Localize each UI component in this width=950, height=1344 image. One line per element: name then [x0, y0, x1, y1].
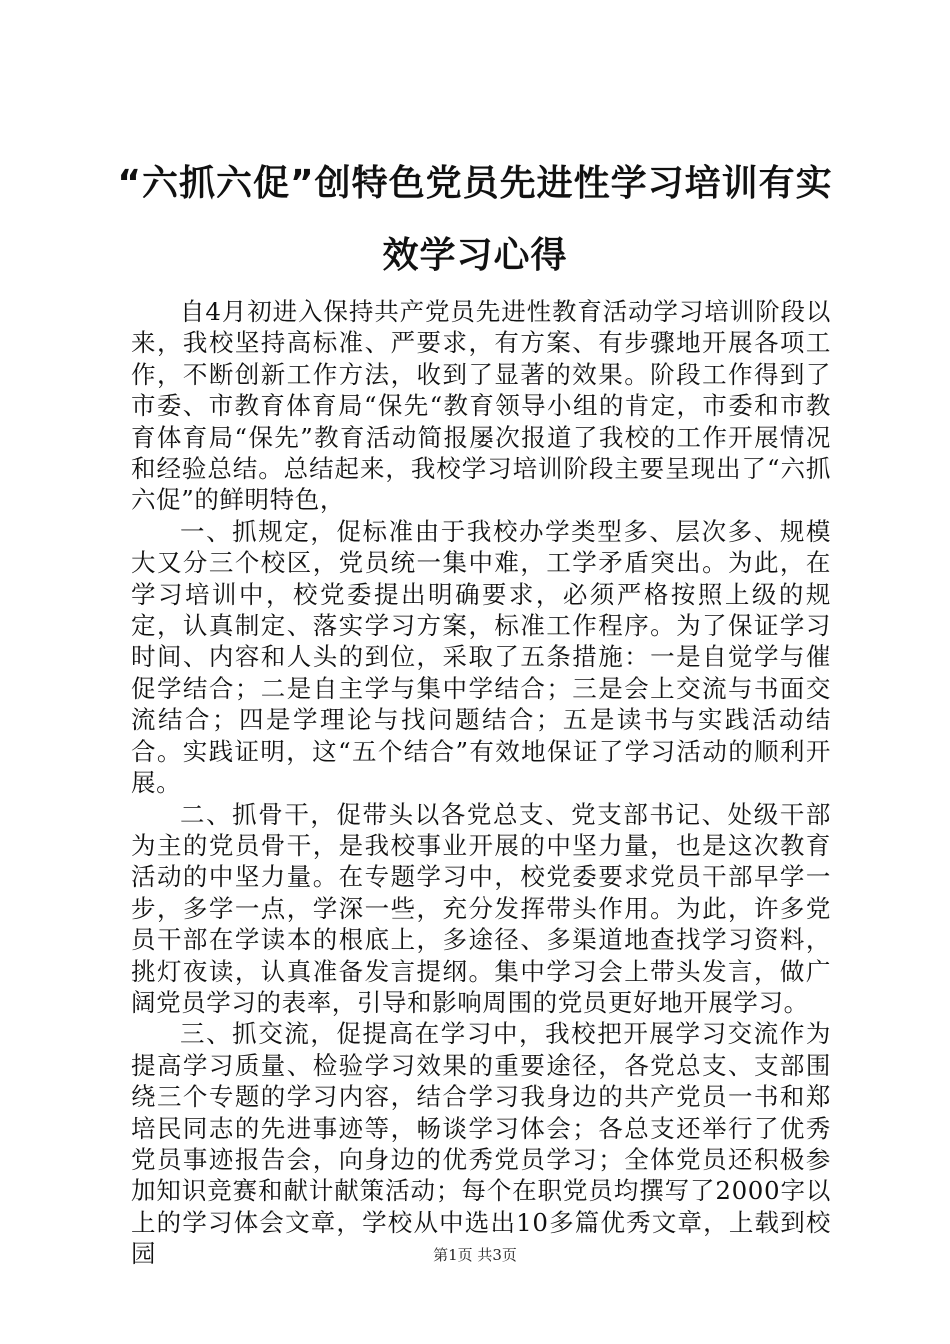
paragraph-section-3: 三、抓交流，促提高在学习中，我校把开展学习交流作为提高学习质量、检验学习效果的重要途径，各党总支、支部围绕三个专题的学习内容，结合学习我身边的共产党员一书和郑培民同志的先进事迹等，畅谈学习体会；各总支还举行了优秀党员事迹报告会，向身边的优秀党员学习；全体党员还积极参加知识竞赛和献计献策活动；每个在职党员均撰写了2000字以上的学习体会文章，学校从中选出10多篇优秀文章，上载到校园	[131, 1019, 831, 1269]
paragraph-intro: 自4月初进入保持共产党员先进性教育活动学习培训阶段以来，我校坚持高标准、严要求，有方案、有步骤地开展各项工作，不断创新工作方法，收到了显著的效果。阶段工作得到了市委、市教育体育局“保先“教育领导小组的肯定，市委和市教育体育局“保先”教育活动简报屡次报道了我校的工作开展情况和经验总结。总结起来，我校学习培训阶段主要呈现出了“六抓六促”的鲜明特色，	[131, 297, 831, 515]
document-title	[110, 148, 840, 292]
title-line-1: “六抓六促”创特色党员先进性学习培训有实	[117, 163, 833, 204]
paragraph-section-2: 二、抓骨干，促带头以各党总支、党支部书记、处级干部为主的党员骨干，是我校事业开展的中坚力量，也是这次教育活动的中坚力量。在专题学习中，校党委要求党员干部早学一步，多学一点，学深一些，充分发挥带头作用。为此，许多党员干部在学读本的根底上，多途径、多渠道地查找学习资料，挑灯夜读，认真准备发言提纲。集中学习会上带头发言，做广阔党员学习的表率，引导和影响周围的党员更好地开展学习。	[131, 799, 831, 1017]
document-body	[131, 296, 831, 1270]
title-line-2: 效学习心得	[382, 235, 568, 276]
page-footer: 第1页 共3页	[433, 1246, 517, 1264]
paragraph-section-1: 一、抓规定，促标准由于我校办学类型多、层次多、规模大又分三个校区，党员统一集中难，工学矛盾突出。为此，在学习培训中，校党委提出明确要求，必须严格按照上级的规定，认真制定、落实学习方案，标准工作程序。为了保证学习时间、内容和人头的到位，采取了五条措施：一是自觉学与催促学结合；二是自主学与集中学结合；三是会上交流与书面交流结合；四是学理论与找问题结合；五是读书与实践活动结合。实践证明，这“五个结合”有效地保证了学习活动的顺利开展。	[131, 516, 831, 798]
